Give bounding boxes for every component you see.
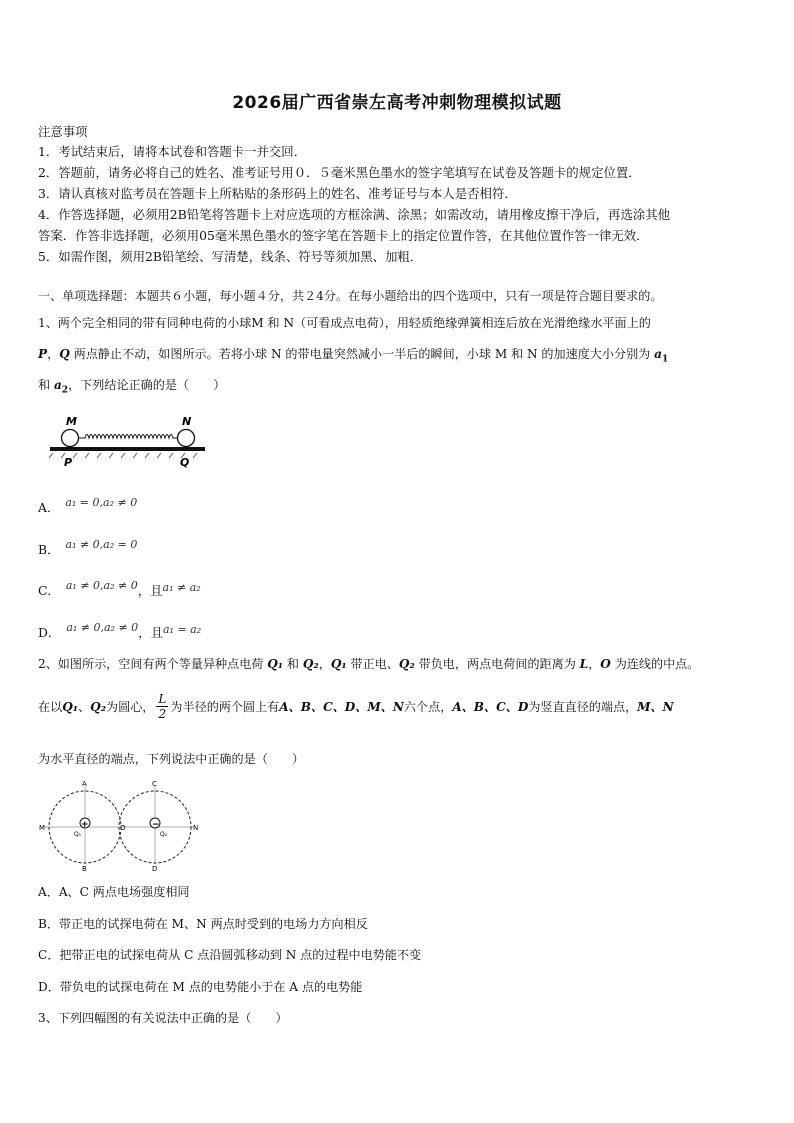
- question-1-text-line3: 和 $a_2$，下列结论正确的是（ ）: [38, 378, 226, 396]
- circles-figure: [36, 776, 206, 873]
- section-heading: 一、单项选择题：本题共６小题，每小题４分，共２4分。在每小题给出的四个选项中，只有一项是符合题目要求的。: [38, 289, 663, 303]
- option-b[interactable]: B．带正电的试探电荷在 M、N 两点时受到的电场力方向相反: [38, 917, 368, 931]
- spring-figure: [45, 410, 215, 470]
- option-label: D．: [38, 625, 61, 640]
- option-a[interactable]: [38, 495, 138, 516]
- ball-n: [178, 430, 195, 447]
- option-label: B．: [38, 542, 60, 557]
- svg-text:Q₂: Q₂: [160, 831, 168, 838]
- svg-text:C: C: [152, 780, 157, 788]
- svg-text:A: A: [82, 780, 87, 788]
- notice-heading: 注意事项: [38, 124, 88, 139]
- notice-item: 答案．作答非选择题，必须用05毫米黑色墨水的签字笔在答题卡上的指定位置作答，在其他位置作答一律无效．: [38, 228, 649, 243]
- option-math: a₁ ≠ 0,a₂ = 0: [65, 537, 138, 551]
- option-math: a₁ ≠ a₂: [162, 580, 201, 594]
- option-c[interactable]: [38, 578, 201, 599]
- option-math: a₁ = a₂: [162, 622, 202, 636]
- option-label: A．: [38, 500, 60, 515]
- option-c[interactable]: C．把带正电的试探电荷从 C 点沿圆弧移动到 N 点的过程中电势能不变: [38, 948, 422, 962]
- label-n: N: [182, 415, 192, 428]
- ball-m: [62, 430, 79, 447]
- option-d[interactable]: D．带负电的试探电荷在 M 点的电势能小于在 A 点的电势能: [38, 980, 363, 994]
- notice-item: 4．作答选择题，必须用2B铅笔将答题卡上对应选项的方框涂满、涂黑；如需改动，请用橡皮擦干净后，再选涂其他: [38, 207, 671, 222]
- label-p: P: [64, 456, 73, 469]
- option-math: a₁ ≠ 0,a₂ ≠ 0: [65, 578, 138, 592]
- question-2-text-line3: 为水平直径的端点，下列说法中正确的是（ ）: [38, 752, 305, 766]
- svg-text:N: N: [193, 824, 199, 832]
- notice-item: 1．考试结束后，请将本试卷和答题卡一并交回．: [38, 144, 307, 159]
- option-label: C．: [38, 583, 60, 598]
- svg-text:B: B: [82, 865, 87, 873]
- option-extra: ，且: [138, 625, 163, 640]
- label-q: Q: [180, 456, 190, 469]
- question-1-text-line2: P，Q 两点静止不动，如图所示。若将小球 N 的带电量突然减小一半后的瞬间，小球 M 和 N 的加速度大小分别为 $a_1$: [38, 347, 669, 365]
- option-extra: ，且: [137, 583, 163, 598]
- svg-text:D: D: [152, 865, 158, 873]
- option-math: a₁ ≠ 0,a₂ ≠ 0: [66, 620, 139, 634]
- question-2-text-line2: 在以 Q₁ 、 Q₂ 为圆心， $\frac{L}{2}$ 为半径的两个圆上有 A、B、C、D、M、N 六个点， A、B、C、D 为竖直直径的端点， M、N: [38, 692, 674, 721]
- question-1-text: 1、两个完全相同的带有同种电荷的小球M 和 N（可看成点电荷），用轻质绝缘弹簧相连后放在光滑绝缘水平面上的: [38, 316, 651, 330]
- svg-text:+: +: [81, 820, 89, 830]
- question-3-text: 3、下列四幅图的有关说法中正确的是（ ）: [38, 1011, 288, 1025]
- option-math: a₁ = 0,a₂ ≠ 0: [65, 495, 138, 509]
- page-title: 2026届广西省崇左高考冲刺物理模拟试题: [232, 93, 562, 113]
- notice-item: 3．请认真核对监考员在答题卡上所粘贴的条形码上的姓名、准考证号与本人是否相符．: [38, 186, 517, 201]
- spring: [79, 435, 177, 439]
- svg-text:−: −: [152, 820, 160, 830]
- svg-text:M: M: [39, 824, 46, 832]
- fraction-l-over-2: $\frac{L}{2}$: [158, 692, 167, 721]
- notice-item: 5．如需作图，须用2B铅笔绘、写清楚，线条、符号等须加黑、加粗．: [38, 249, 423, 264]
- option-a[interactable]: A．A、C 两点电场强度相同: [38, 885, 190, 899]
- notice-item: 2．答题前，请务必将自己的姓名、准考证号用０．５毫米黑色墨水的签字笔填写在试卷及答题卡的规定位置．: [38, 165, 641, 180]
- svg-text:O: O: [120, 824, 126, 832]
- label-m: M: [66, 415, 77, 428]
- option-d[interactable]: [38, 620, 202, 641]
- question-2-text: 2、如图所示，空间有两个等量异种点电荷 Q₁ 和 Q₂，Q₁ 带正电、Q₂ 带负电，两点电荷间的距离为 L，O 为连线的中点。: [38, 657, 700, 671]
- option-b[interactable]: [38, 537, 138, 558]
- svg-text:Q₁: Q₁: [74, 831, 82, 838]
